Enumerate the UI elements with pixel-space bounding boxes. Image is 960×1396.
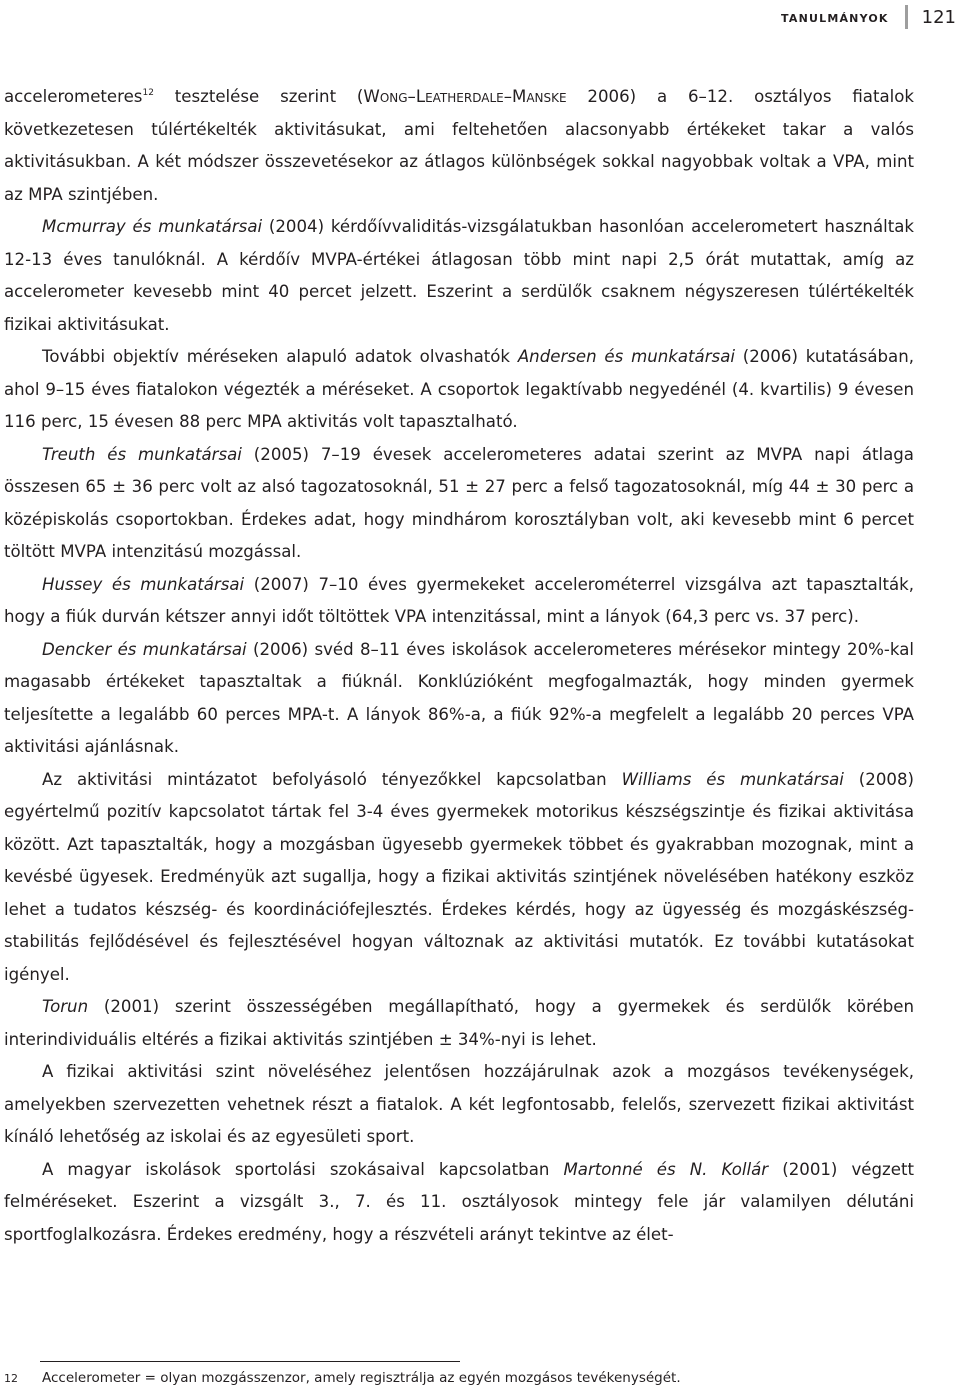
paragraph — [4, 1056, 914, 1154]
author-citation: Williams és munkatársai — [621, 769, 844, 789]
footnote — [4, 1368, 681, 1389]
text-run: A magyar iskolások sportolási szokásaival kapcsolatban — [42, 1159, 564, 1179]
footnote-mark: 12 — [4, 1372, 18, 1385]
text-run: (2006) svéd 8–11 éves iskolások accelerometeres mérésekor mintegy 20%-kal magasabb értékeket tapasztaltak a fiúknál. Konklúzióként megfogalmazták, hogy minden gyermek teljesítette a legalább 60 perces MPA-t. A lányok 86%-a, a fiúk 92%-a megfelelt a legalább 20 perces VPA aktivitási ajánlásnak. — [4, 639, 914, 756]
page-number: 121 — [921, 6, 956, 28]
running-header — [781, 6, 960, 28]
text-run: (2006) kutatásában, ahol 9–15 éves fiatalokon végezték a méréseket. A csoportok legaktívabb negyedénél (4. kvartilis) 9 évesen 116 perc, 15 évesen 88 perc MPA aktivitás volt tapasztalható. — [4, 347, 915, 431]
paragraph — [4, 341, 914, 439]
author-citation: Andersen és munkatársai — [517, 347, 735, 366]
text-run: (2001) szerint összességében megállapítható, hogy a gyermekek és serdülők körében interindividuális eltérés a fizikai aktivitás szintjében ± 34%-nyi is lehet. — [4, 997, 914, 1049]
text-run: (2008) egyértelmű pozitív kapcsolatot tártak fel 3-4 éves gyermekek motorikus készségszintje és fizikai aktivitása között. Azt tapasztalták, hogy a mozgásban ügyesebb gyermekek többet és gyakrabban mozognak, mint a kevésbé ügyesek. Eredményük azt sugallja, hogy a fizikai aktivitás szintjének növelésében hatékony eszköz lehet a tudatos készség- és koordinációfejlesztés. Érdekes kérdés, hogy az ügyesség és mozgáskészség-stabilitás fejlődésével és fejlesztésével hogyan változnak az aktivitási mutatók. Ez további kutatásokat igényel. — [4, 769, 914, 984]
text-run: További objektív méréseken alapuló adatok olvashatók — [42, 347, 518, 366]
text-run: (2001) végzett felméréseket. Eszerint a vizsgált 3., 7. és 11. osztályosok mintegy fele jár valamilyen délutáni sportfoglalkozásra. Érdekes eredmény, hogy a részvételi arányt tekintve az élet- — [4, 1159, 914, 1244]
footnote-text: Accelerometer = olyan mozgásszenzor, amely regisztrálja az egyén mozgásos tevékenységét. — [42, 1370, 681, 1386]
paragraph — [4, 439, 914, 569]
author-citation: Torun — [42, 997, 89, 1016]
paragraph — [4, 764, 914, 992]
author-citation: Hussey és munkatársai — [42, 574, 245, 594]
body-text — [4, 81, 914, 1251]
text-run: accelerometeres — [4, 87, 143, 106]
paragraph — [4, 81, 914, 211]
paragraph — [4, 211, 914, 341]
text-run: (2005) 7–19 évesek accelerometeres adatai szerint az MVPA napi átlaga összesen 65 ± 36 perc volt az alsó tagozatosoknál, 51 ± 27 perc a felső tagozatosoknál, míg 44 ± 30 perc a középiskolás csoportokban. Érdekes adat, hogy mindhárom korosztályban volt, aki kevesebb mint 6 percet töltött MVPA intenzitású mozgással. — [4, 444, 914, 561]
text-run: Wong–Leatherdale–Manske — [363, 87, 567, 106]
text-run: (2004) kérdőívvaliditás-vizsgálatukban hasonlóan accelerometert használtak 12-13 éves tanulóknál. A kérdőív MVPA-értékei átlagosan több mint napi 2,5 órát mutattak, amíg az accelerometer kevesebb mint 40 percet jelzett. Eszerint a serdülők csaknem négyszeresen túlértékelték fizikai aktivitásukat. — [4, 217, 915, 334]
text-run: tesztelése szerint ( — [153, 87, 364, 106]
paragraph — [4, 991, 914, 1056]
footnote-divider — [40, 1361, 460, 1362]
text-run: A fizikai aktivitási szint növeléséhez jelentősen hozzájárulnak azok a mozgásos tevékenységek, amelyekben szervezetten vehetnek részt a fiatalok. A két legfontosabb, felelős, szervezett fizikai aktivitást kínáló lehetőség az iskolai és az egyesületi sport. — [4, 1062, 914, 1146]
paragraph — [4, 569, 914, 634]
text-run: 2006) a 6–12. osztályos fiatalok következetesen túlértékelték aktivitásukat, ami feltehetően alacsonyabb értékeket takar a valós aktivitásukban. A két módszer összevetésekor az átlagos különbségek sokkal nagyobbak voltak a VPA, mint az MPA szintjében. — [4, 87, 914, 204]
author-citation: Martonné és N. Kollár — [563, 1159, 769, 1179]
section-name: tanulmányok — [781, 8, 889, 26]
author-citation: Dencker és munkatársai — [42, 639, 247, 659]
paragraph — [4, 1154, 914, 1252]
text-run: Az aktivitási mintázatot befolyásoló tényezőkkel kapcsolatban — [42, 769, 622, 789]
paragraph — [4, 634, 914, 764]
header-divider — [905, 5, 908, 29]
text-run: (2007) 7–10 éves gyermekeket accelerométerrel vizsgálva azt tapasztalták, hogy a fiúk durván kétszer annyi időt töltöttek VPA intenzitással, mint a lányok (64,3 perc vs. 37 perc). — [4, 574, 914, 626]
author-citation: Mcmurray és munkatársai — [42, 217, 263, 236]
author-citation: Treuth és munkatársai — [42, 444, 242, 464]
footnote-ref: 12 — [142, 88, 154, 98]
